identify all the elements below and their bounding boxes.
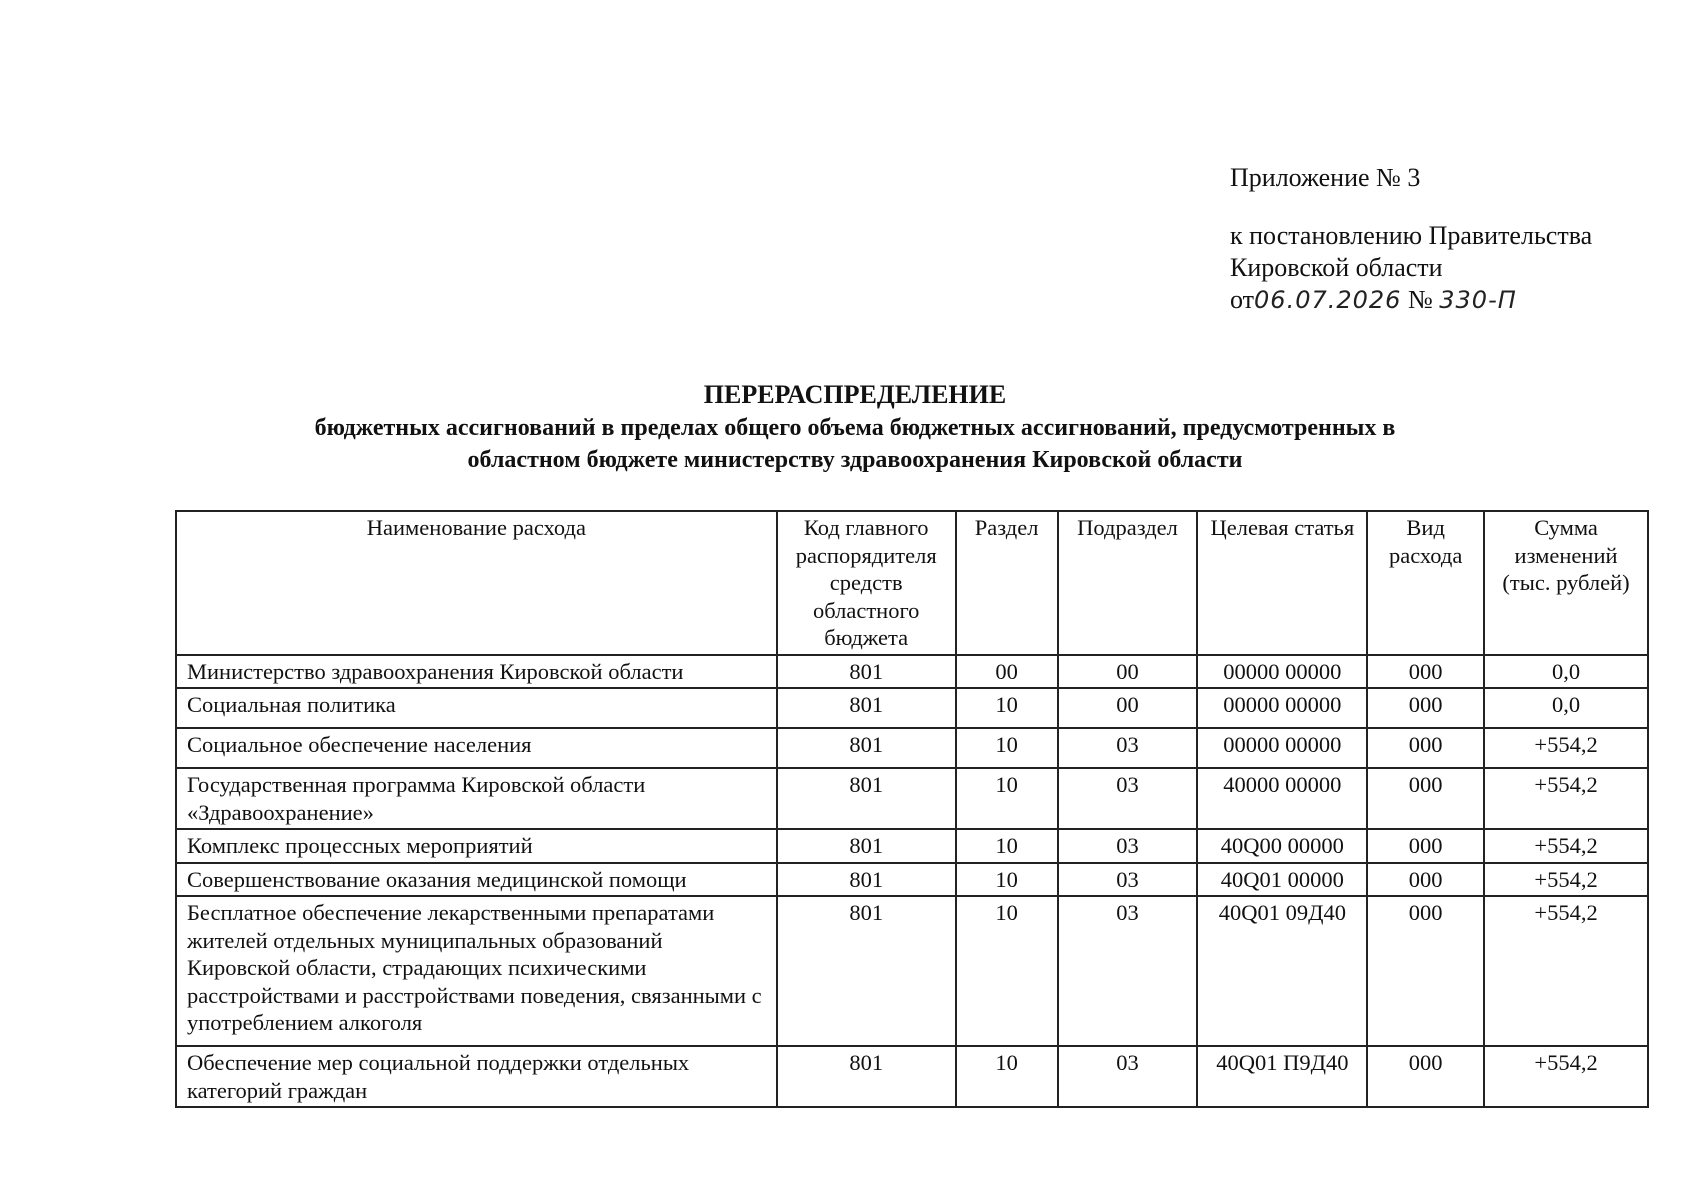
cell-section: 00 <box>956 655 1058 689</box>
cell-name: Комплекс процессных мероприятий <box>176 829 777 863</box>
cell-type: 000 <box>1367 655 1484 689</box>
header-gr-code: Код главного распорядителя средств областного бюджета <box>777 511 956 655</box>
table-row <box>176 728 1648 768</box>
cell-subsection: 03 <box>1058 768 1198 829</box>
cell-type: 000 <box>1367 768 1484 829</box>
cell-code: 801 <box>777 863 956 897</box>
appendix-title: Приложение № 3 <box>1230 163 1421 192</box>
document-subtitle-line1: бюджетных ассигнований в пределах общего объема бюджетных ассигнований, предусмотренных в <box>314 415 1396 441</box>
document-title-block <box>220 378 1490 476</box>
cell-code: 801 <box>777 655 956 689</box>
document-subtitle-line2: областном бюджете министерству здравоохранения Кировской области <box>467 447 1243 473</box>
cell-target: 40000 00000 <box>1197 768 1367 829</box>
cell-target: 00000 00000 <box>1197 728 1367 768</box>
cell-type: 000 <box>1367 896 1484 1046</box>
table-row <box>176 863 1648 897</box>
cell-target: 40Q01 09Д40 <box>1197 896 1367 1046</box>
cell-name: Обеспечение мер социальной поддержки отдельных категорий граждан <box>176 1046 777 1107</box>
appendix-block <box>1230 162 1592 316</box>
cell-amount: +554,2 <box>1484 863 1648 897</box>
handwritten-date: 06.07.2026 <box>1254 286 1402 314</box>
table-row <box>176 688 1648 728</box>
cell-section: 10 <box>956 1046 1058 1107</box>
decree-reference-line1: к постановлению Правительства <box>1230 221 1593 250</box>
header-name: Наименование расхода <box>176 511 777 655</box>
cell-code: 801 <box>777 728 956 768</box>
cell-name: Социальная политика <box>176 688 777 728</box>
cell-subsection: 00 <box>1058 688 1198 728</box>
cell-subsection: 03 <box>1058 1046 1198 1107</box>
cell-amount: +554,2 <box>1484 768 1648 829</box>
cell-code: 801 <box>777 688 956 728</box>
cell-subsection: 03 <box>1058 728 1198 768</box>
header-expense-type: Вид расхода <box>1367 511 1484 655</box>
cell-code: 801 <box>777 829 956 863</box>
number-prefix: № <box>1407 285 1433 314</box>
cell-code: 801 <box>777 896 956 1046</box>
cell-name: Совершенствование оказания медицинской помощи <box>176 863 777 897</box>
table-row <box>176 768 1648 829</box>
decree-date-number <box>1230 284 1592 316</box>
document-title: ПЕРЕРАСПРЕДЕЛЕНИЕ <box>703 380 1007 409</box>
cell-subsection: 03 <box>1058 863 1198 897</box>
cell-target: 40Q01 00000 <box>1197 863 1367 897</box>
cell-amount: +554,2 <box>1484 728 1648 768</box>
table-row <box>176 1046 1648 1107</box>
cell-name: Социальное обеспечение населения <box>176 728 777 768</box>
cell-section: 10 <box>956 896 1058 1046</box>
cell-type: 000 <box>1367 688 1484 728</box>
header-section: Раздел <box>956 511 1058 655</box>
cell-name: Бесплатное обеспечение лекарственными препаратами жителей отдельных муниципальных образований Кировской области, страдающих психическими расстройствами и расстройствами поведения, связанными с употреблением алкоголя <box>176 896 777 1046</box>
cell-amount: 0,0 <box>1484 688 1648 728</box>
decree-reference-line2: Кировской области <box>1230 253 1443 282</box>
cell-code: 801 <box>777 1046 956 1107</box>
cell-code: 801 <box>777 768 956 829</box>
cell-section: 10 <box>956 728 1058 768</box>
cell-target: 40Q01 П9Д40 <box>1197 1046 1367 1107</box>
cell-type: 000 <box>1367 863 1484 897</box>
cell-name: Государственная программа Кировской области «Здравоохранение» <box>176 768 777 829</box>
table-row <box>176 896 1648 1046</box>
cell-section: 10 <box>956 768 1058 829</box>
table-row <box>176 829 1648 863</box>
cell-target: 00000 00000 <box>1197 688 1367 728</box>
cell-amount: 0,0 <box>1484 655 1648 689</box>
header-subsection: Подраздел <box>1058 511 1198 655</box>
cell-amount: +554,2 <box>1484 1046 1648 1107</box>
cell-section: 10 <box>956 863 1058 897</box>
cell-section: 10 <box>956 829 1058 863</box>
cell-type: 000 <box>1367 829 1484 863</box>
cell-subsection: 00 <box>1058 655 1198 689</box>
cell-type: 000 <box>1367 1046 1484 1107</box>
cell-name: Министерство здравоохранения Кировской области <box>176 655 777 689</box>
header-change-amount: Сумма изменений (тыс. рублей) <box>1484 511 1648 655</box>
cell-section: 10 <box>956 688 1058 728</box>
cell-type: 000 <box>1367 728 1484 768</box>
cell-amount: +554,2 <box>1484 896 1648 1046</box>
budget-reallocation-table <box>175 510 1649 1108</box>
handwritten-number: 330-П <box>1439 286 1517 314</box>
cell-subsection: 03 <box>1058 829 1198 863</box>
table-header-row <box>176 511 1648 655</box>
cell-amount: +554,2 <box>1484 829 1648 863</box>
date-prefix: от <box>1230 285 1255 314</box>
table-row <box>176 655 1648 689</box>
cell-target: 00000 00000 <box>1197 655 1367 689</box>
header-target-article: Целевая статья <box>1197 511 1367 655</box>
cell-target: 40Q00 00000 <box>1197 829 1367 863</box>
cell-subsection: 03 <box>1058 896 1198 1046</box>
